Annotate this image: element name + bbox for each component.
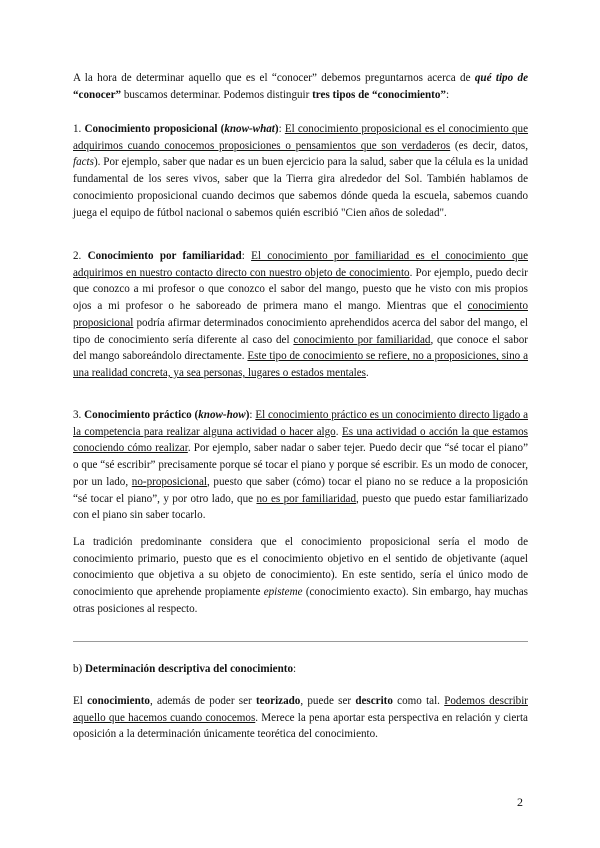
closing-episteme: episteme	[263, 586, 303, 599]
section-b-heading	[73, 661, 528, 678]
section-3-title	[84, 409, 249, 421]
section-3-text-2: . Por ejemplo, saber nadar o saber tejer. Puedo decir que “sé tocar el piano” o que “sé escribir” precisamente porque sé tocar el piano y porque sé escribir. Es un modo de conocer, por un lado,	[73, 442, 528, 488]
section-2-text-4: .	[365, 366, 369, 379]
section-1-paragraph	[73, 121, 528, 221]
section-b-title: Determinación descriptiva del conocimiento	[85, 663, 293, 675]
section-3-title-italic: know-how	[198, 409, 246, 421]
section-2-underline-4: Este tipo de conocimiento se refiere, no a proposiciones, sino a una realidad concreta, ya sea personas, lugares o estados mentales	[73, 350, 529, 379]
section-3-definition: El conocimiento práctico es un conocimiento directo ligado a la competencia para realizar alguna actividad o hacer algo	[73, 409, 529, 438]
section-3-title-end: )	[245, 409, 250, 421]
section-3-underline-4: no es por familiaridad	[256, 492, 357, 505]
intro-bold-conocer: “conocer”	[73, 88, 122, 101]
final-underline: Podemos describir aquello que hacemos cuando conocemos	[73, 695, 528, 724]
section-1-title-end: )	[274, 123, 279, 135]
intro-text-2: buscamos determinar. Podemos distinguir	[121, 88, 313, 101]
section-b-label: b)	[73, 663, 86, 675]
section-2-text-2: podría afirmar determinados conocimiento aprehendidos acerca del sabor del mango, el tipo de conocimiento sería diferente al caso del	[73, 316, 528, 346]
section-2-title: Conocimiento por familiaridad	[87, 250, 242, 262]
intro-paragraph	[73, 70, 528, 103]
intro-bold-types: tres tipos de “conocimiento”	[312, 88, 446, 101]
final-text-4: como tal.	[392, 695, 445, 707]
section-3-underline-2: Es una actividad o acción la que estamos conociendo cómo realizar	[73, 425, 528, 455]
section-1-facts: facts	[73, 156, 94, 169]
section-3-title-text: Conocimiento práctico (	[84, 409, 199, 421]
section-2-underline-2: conocimiento proposicional	[73, 300, 528, 329]
section-2-underline-3: conocimiento por familiaridad	[293, 333, 431, 346]
section-3-colon: :	[249, 409, 256, 421]
section-3-text-4: , puesto que puedo estar familiarizado con el piano sin saber tocarlo.	[73, 492, 528, 522]
section-2-definition: El conocimiento por familiaridad es el conocimiento que adquirimos en nuestro contacto directo con nuestro objeto de conocimiento	[73, 250, 528, 279]
section-1-number: 1.	[73, 123, 85, 135]
section-3-paragraph	[73, 407, 528, 524]
section-2-text-3: , que conoce el sabor del mango saboreándolo directamente.	[73, 333, 528, 363]
section-3-text-1: .	[335, 425, 342, 438]
section-2-number: 2.	[73, 250, 88, 262]
section-1-text-2: ). Por ejemplo, saber que nadar es un buen ejercicio para la salud, saber que la célula es la unidad fundamental de los seres vivos, saber que la Tierra gira alrededor del Sol. También hablamos de conocimiento proposicional cuando decimos que sabemos dónde queda la escuela, sabemos cuando juega el equipo de fútbol nacional o sabemos quién escribió "Cien años de soledad".	[73, 156, 528, 219]
closing-text-1: La tradición predominante considera que el conocimiento proposicional sería el modo de conocimiento primario, puesto que es el conocimiento objetivo en el sentido de objetivante (aquel conocimiento que objetiva a su objeto de conocimiento). En este sentido, sería el único modo de conocimiento que aprehende propiamente	[73, 536, 528, 599]
final-bold-1: conocimiento	[87, 695, 150, 707]
section-2-colon: :	[241, 250, 252, 262]
section-3-number: 3.	[73, 409, 85, 421]
intro-text: A la hora de determinar aquello que es el “conocer” debemos preguntarnos acerca de	[73, 72, 475, 84]
final-text-3: , puede ser	[300, 695, 356, 707]
section-3-underline-3: no-proposicional	[131, 475, 207, 488]
closing-text-2: (conocimiento exacto). Sin embargo, hay muchas otras posiciones al respecto.	[73, 586, 528, 615]
final-text-5: . Merece la pena aportar esta perspectiva en relación y cierta oposición a la determinación únicamente teorética del conocimiento.	[73, 711, 528, 741]
section-1-title	[84, 123, 278, 135]
intro-emphasis: qué tipo de	[474, 72, 528, 84]
section-1-colon: :	[278, 123, 285, 135]
final-text-2: , además de poder ser	[149, 695, 256, 707]
page-number: 2	[517, 795, 523, 809]
final-bold-3: descrito	[355, 695, 393, 707]
final-bold-2: teorizado	[255, 695, 301, 707]
section-divider	[73, 641, 528, 642]
section-2-paragraph	[73, 248, 528, 382]
final-paragraph	[73, 693, 528, 743]
section-1-definition: El conocimiento proposicional es el conocimiento que adquirimos cuando conocemos proposiciones o pensamientos que son verdaderos	[73, 123, 529, 152]
section-2-text-1: . Por ejemplo, puedo decir que conozco a mi profesor o que conozco el sabor del mango, puesto que he visto con mis propios ojos a mi profesor o he saboreado de primera mano el mango. Mientras que el	[73, 266, 528, 313]
section-b-colon: :	[293, 663, 297, 675]
section-1-title-italic: know-what	[224, 123, 275, 135]
final-text-1: El	[73, 695, 88, 707]
section-3-text-3: , puesto que saber (cómo) tocar el piano no se reduce a la proposición “sé tocar el piano”, y por otro lado, que	[73, 475, 528, 505]
intro-colon: :	[445, 88, 450, 101]
section-1-title-text: Conocimiento proposicional (	[84, 123, 225, 135]
closing-paragraph	[73, 534, 528, 618]
section-1-text-1: (es decir, datos,	[450, 139, 528, 152]
